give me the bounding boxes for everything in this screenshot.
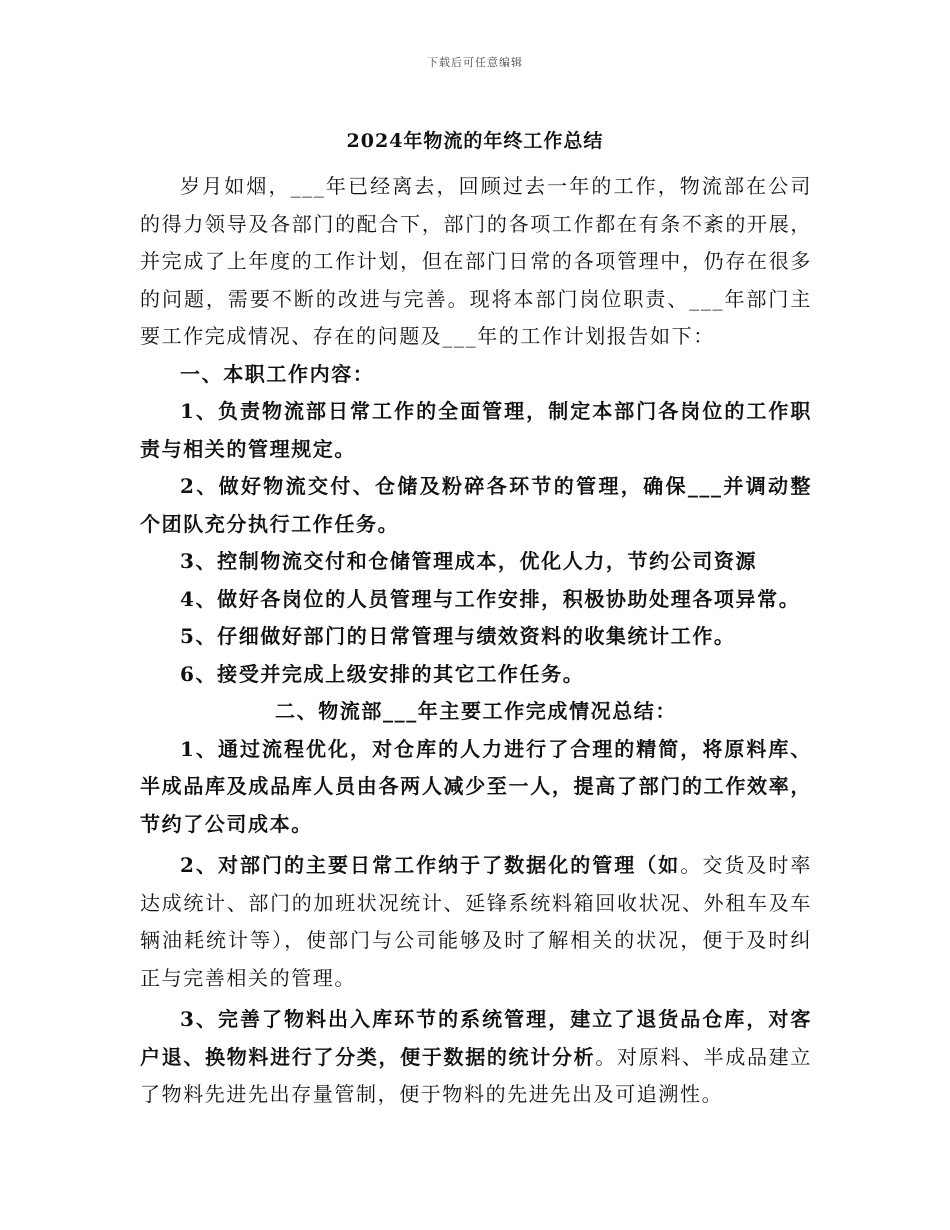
document-body — [140, 168, 812, 1114]
section-heading-achievements: 二、物流部___年主要工作完成情况总结： — [275, 699, 677, 723]
header-note: 下载后可任意编辑 — [427, 56, 523, 69]
achievement-item: 1、通过流程优化，对仓库的人力进行了合理的精简，将原料库、半成品库及成品库人员由各两人减少至一人，提高了部门的工作效率，节约了公司成本。 — [140, 736, 812, 836]
achievement-detail: 。对原料、半成品建立了物料先进先出存量管制，便于物料的先进先出及可追溯性。 — [140, 1044, 812, 1106]
section-heading-duties: 一、本职工作内容： — [180, 361, 375, 386]
document-title: 2024年物流的年终工作总结 — [346, 130, 604, 152]
duty-item: 1、负责物流部日常工作的全面管理，制定本部门各岗位的工作职责与相关的管理规定。 — [140, 399, 812, 461]
duty-item: 3、控制物流交付和仓储管理成本，优化人力，节约公司资源 — [180, 549, 758, 573]
achievement-lead: 3、完善了物料出入库环节的系统管理，建立了退货品仓库，对客户退、换物料进行了分类，便于数据的统计分析 — [140, 1007, 812, 1069]
achievement-detail: 。交货及时率达成统计、部门的加班状况统计、延锋系统料箱回收状况、外租车及车辆油耗统计等），使部门与公司能够及时了解相关的状况，便于及时纠正与完善相关的管理。 — [140, 853, 812, 990]
intro-paragraph: 岁月如烟，___年已经离去，回顾过去一年的工作，物流部在公司的得力领导及各部门的配合下，部门的各项工作都在有条不紊的开展，并完成了上年度的工作计划，但在部门日常的各项管理中，仍存在很多的问题，需要不断的改进与完善。现将本部门岗位职责、___年部门主要工作完成情况、存在的问题及___年的工作计划报告如下： — [140, 174, 812, 348]
achievement-item — [140, 847, 812, 997]
achievement-item — [140, 1001, 812, 1114]
duty-item: 6、接受并完成上级安排的其它工作任务。 — [180, 661, 585, 686]
duty-item: 2、做好物流交付、仓储及粉碎各环节的管理，确保___并调动整个团队充分执行工作任务。 — [140, 474, 812, 536]
duty-item: 4、做好各岗位的人员管理与工作安排，积极协助处理各项异常。 — [180, 586, 801, 611]
duty-item: 5、仔细做好部门的日常管理与绩效资料的收集统计工作。 — [180, 624, 736, 648]
achievement-lead: 2、对部门的主要日常工作纳于了数据化的管理（如 — [180, 853, 681, 877]
